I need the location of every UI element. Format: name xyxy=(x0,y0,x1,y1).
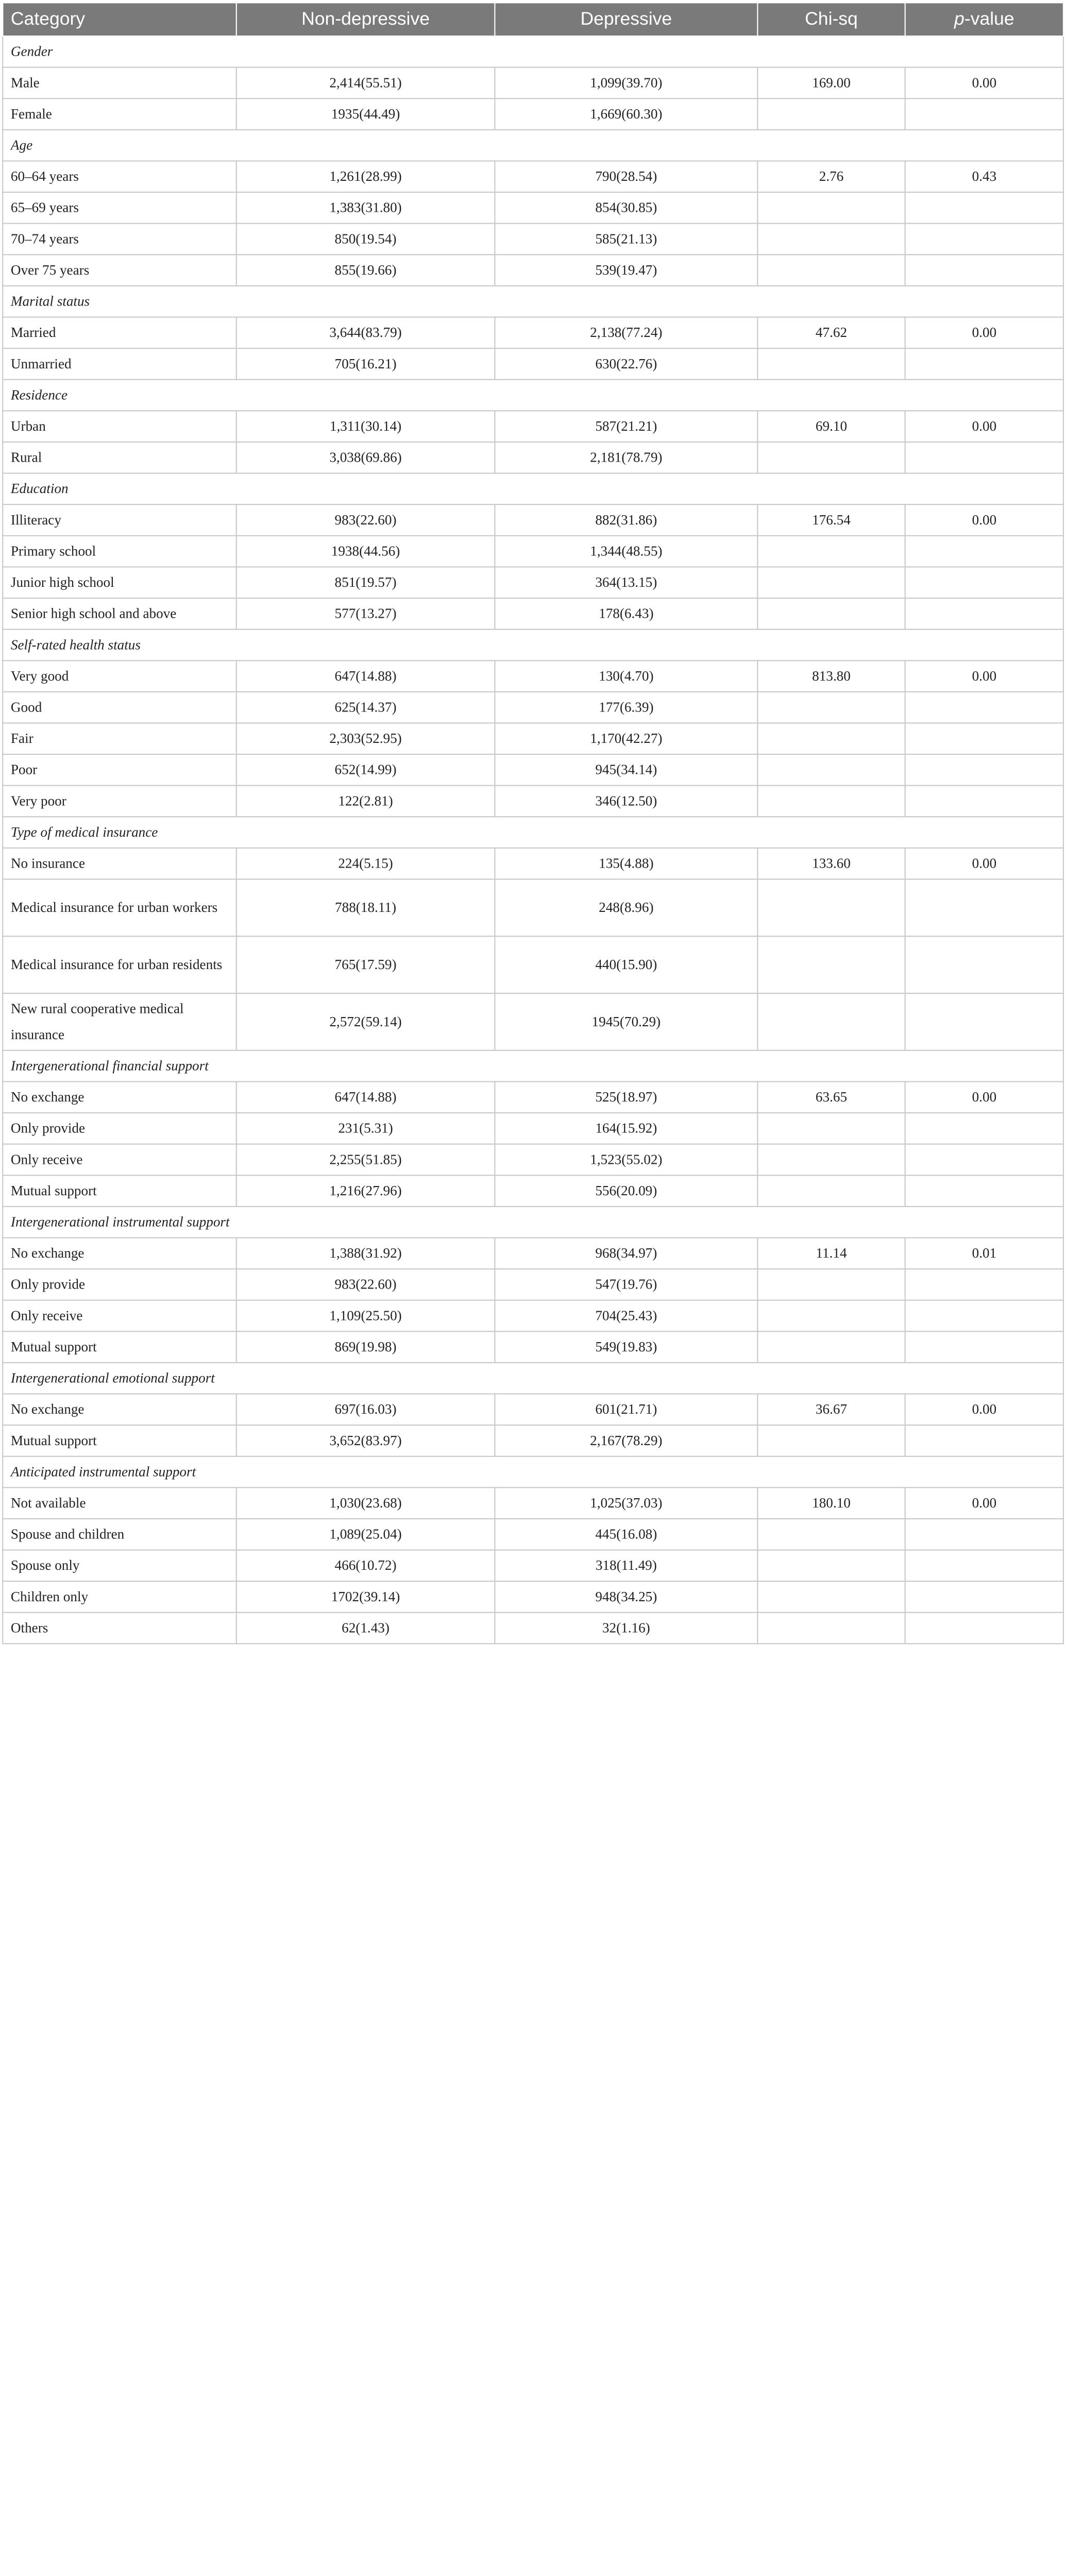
p-value-cell: 0.43 xyxy=(905,161,1063,192)
section-label: Residence xyxy=(3,380,1063,411)
table-row xyxy=(3,255,1063,286)
table-row xyxy=(3,936,1063,993)
depressive-cell: 1,099(39.70) xyxy=(495,67,757,99)
non-depressive-cell: 1,216(27.96) xyxy=(236,1175,495,1207)
non-depressive-cell: 2,303(52.95) xyxy=(236,723,495,754)
table-row xyxy=(3,161,1063,192)
table-row xyxy=(3,1175,1063,1207)
table-row xyxy=(3,536,1063,567)
depressive-cell: 2,167(78.29) xyxy=(495,1425,757,1456)
chi-sq-cell: 813.80 xyxy=(757,660,905,692)
table-row xyxy=(3,993,1063,1050)
p-value-cell: 0.00 xyxy=(905,411,1063,442)
non-depressive-cell: 1938(44.56) xyxy=(236,536,495,567)
table-row xyxy=(3,1300,1063,1332)
non-depressive-cell: 869(19.98) xyxy=(236,1331,495,1363)
p-value-cell xyxy=(905,1331,1063,1363)
chi-sq-cell xyxy=(757,1269,905,1300)
non-depressive-cell: 983(22.60) xyxy=(236,1269,495,1300)
row-label-cell: Urban xyxy=(3,411,236,442)
non-depressive-cell: 1,261(28.99) xyxy=(236,161,495,192)
row-label-cell: Senior high school and above xyxy=(3,598,236,630)
section-label: Age xyxy=(3,130,1063,161)
chi-sq-cell xyxy=(757,993,905,1050)
row-label-cell: Only provide xyxy=(3,1269,236,1300)
chi-sq-cell xyxy=(757,192,905,224)
depressive-cell: 1,523(55.02) xyxy=(495,1144,757,1176)
header-non-depressive: Non-depressive xyxy=(236,3,495,36)
row-label-cell: Married xyxy=(3,317,236,349)
header-value-suffix: -value xyxy=(964,8,1015,29)
table-row xyxy=(3,411,1063,442)
depressive-cell: 364(13.15) xyxy=(495,567,757,598)
p-value-cell: 0.00 xyxy=(905,317,1063,349)
non-depressive-cell: 3,652(83.97) xyxy=(236,1425,495,1456)
section-row xyxy=(3,817,1063,848)
p-value-cell xyxy=(905,567,1063,598)
chi-sq-cell: 69.10 xyxy=(757,411,905,442)
section-row xyxy=(3,380,1063,411)
chi-sq-cell: 2.76 xyxy=(757,161,905,192)
p-value-cell xyxy=(905,993,1063,1050)
chi-sq-cell xyxy=(757,1300,905,1332)
table-row xyxy=(3,67,1063,99)
table-row xyxy=(3,1487,1063,1519)
non-depressive-cell: 3,644(83.79) xyxy=(236,317,495,349)
depressive-cell: 1,344(48.55) xyxy=(495,536,757,567)
non-depressive-cell: 1935(44.49) xyxy=(236,98,495,130)
p-value-cell xyxy=(905,754,1063,786)
depressive-cell: 547(19.76) xyxy=(495,1269,757,1300)
non-depressive-cell: 122(2.81) xyxy=(236,786,495,817)
depressive-cell: 164(15.92) xyxy=(495,1113,757,1144)
row-label-cell: Only receive xyxy=(3,1300,236,1332)
table-row xyxy=(3,786,1063,817)
chi-sq-cell xyxy=(757,1144,905,1176)
non-depressive-cell: 1,109(25.50) xyxy=(236,1300,495,1332)
p-value-cell xyxy=(905,598,1063,630)
chi-sq-cell xyxy=(757,598,905,630)
table-row xyxy=(3,723,1063,754)
non-depressive-cell: 1,089(25.04) xyxy=(236,1519,495,1550)
section-label: Intergenerational emotional support xyxy=(3,1363,1063,1394)
chi-sq-cell xyxy=(757,692,905,723)
depressive-cell: 790(28.54) xyxy=(495,161,757,192)
p-value-cell: 0.00 xyxy=(905,504,1063,536)
row-label-cell: Fair xyxy=(3,723,236,754)
row-label-cell: Mutual support xyxy=(3,1331,236,1363)
depressive-cell: 32(1.16) xyxy=(495,1613,757,1644)
row-label-cell: Junior high school xyxy=(3,567,236,598)
p-value-cell: 0.00 xyxy=(905,848,1063,879)
depressive-cell: 945(34.14) xyxy=(495,754,757,786)
row-label-cell: Very good xyxy=(3,660,236,692)
chi-sq-cell xyxy=(757,224,905,255)
depressive-cell: 2,181(78.79) xyxy=(495,442,757,473)
p-value-cell xyxy=(905,442,1063,473)
p-value-cell xyxy=(905,1519,1063,1550)
row-label-cell: Not available xyxy=(3,1487,236,1519)
table-row xyxy=(3,348,1063,380)
table-row xyxy=(3,848,1063,879)
section-row xyxy=(3,286,1063,317)
table-row xyxy=(3,1425,1063,1456)
chi-sq-cell xyxy=(757,1331,905,1363)
row-label-cell: Only provide xyxy=(3,1113,236,1144)
non-depressive-cell: 855(19.66) xyxy=(236,255,495,286)
depressive-cell: 178(6.43) xyxy=(495,598,757,630)
section-row xyxy=(3,1363,1063,1394)
p-value-cell xyxy=(905,536,1063,567)
p-value-cell xyxy=(905,1175,1063,1207)
table-row xyxy=(3,224,1063,255)
section-row xyxy=(3,36,1063,67)
depressive-cell: 440(15.90) xyxy=(495,936,757,993)
chi-sq-cell: 180.10 xyxy=(757,1487,905,1519)
depressive-cell: 135(4.88) xyxy=(495,848,757,879)
table-row xyxy=(3,1331,1063,1363)
depressive-cell: 130(4.70) xyxy=(495,660,757,692)
chi-sq-cell xyxy=(757,1550,905,1582)
row-label-cell: Spouse only xyxy=(3,1550,236,1582)
chi-sq-cell: 11.14 xyxy=(757,1238,905,1269)
depressive-cell: 587(21.21) xyxy=(495,411,757,442)
depressive-cell: 968(34.97) xyxy=(495,1238,757,1269)
non-depressive-cell: 62(1.43) xyxy=(236,1613,495,1644)
table-row xyxy=(3,879,1063,936)
p-value-cell xyxy=(905,348,1063,380)
table-row xyxy=(3,692,1063,723)
row-label-cell: Mutual support xyxy=(3,1175,236,1207)
header-row xyxy=(3,3,1063,36)
chi-sq-cell xyxy=(757,1519,905,1550)
p-value-cell: 0.00 xyxy=(905,67,1063,99)
chi-sq-cell xyxy=(757,98,905,130)
depressive-cell: 445(16.08) xyxy=(495,1519,757,1550)
section-label: Gender xyxy=(3,36,1063,67)
depressive-cell: 556(20.09) xyxy=(495,1175,757,1207)
p-value-cell: 0.00 xyxy=(905,1081,1063,1113)
non-depressive-cell: 231(5.31) xyxy=(236,1113,495,1144)
depressive-cell: 704(25.43) xyxy=(495,1300,757,1332)
chi-sq-cell xyxy=(757,1581,905,1613)
section-label: Type of medical insurance xyxy=(3,817,1063,848)
non-depressive-cell: 625(14.37) xyxy=(236,692,495,723)
chi-sq-cell xyxy=(757,786,905,817)
row-label-cell: Poor xyxy=(3,754,236,786)
non-depressive-cell: 2,255(51.85) xyxy=(236,1144,495,1176)
non-depressive-cell: 3,038(69.86) xyxy=(236,442,495,473)
chi-sq-cell xyxy=(757,536,905,567)
table-row xyxy=(3,1550,1063,1582)
row-label-cell: Female xyxy=(3,98,236,130)
p-value-cell xyxy=(905,192,1063,224)
row-label-cell: Medical insurance for urban residents xyxy=(3,936,236,993)
table-row xyxy=(3,1394,1063,1426)
chi-sq-cell xyxy=(757,255,905,286)
row-label-cell: Only receive xyxy=(3,1144,236,1176)
p-value-cell: 0.00 xyxy=(905,660,1063,692)
table-row xyxy=(3,754,1063,786)
row-label-cell: No exchange xyxy=(3,1394,236,1426)
chi-sq-cell xyxy=(757,879,905,936)
non-depressive-cell: 647(14.88) xyxy=(236,660,495,692)
depressive-cell: 525(18.97) xyxy=(495,1081,757,1113)
table-row xyxy=(3,567,1063,598)
depressive-cell: 882(31.86) xyxy=(495,504,757,536)
depressive-cell: 318(11.49) xyxy=(495,1550,757,1582)
table-row xyxy=(3,1113,1063,1144)
table-row xyxy=(3,1581,1063,1613)
section-label: Intergenerational instrumental support xyxy=(3,1207,1063,1238)
section-row xyxy=(3,473,1063,505)
row-label-cell: New rural cooperative medical insurance xyxy=(3,993,236,1050)
p-value-cell xyxy=(905,1425,1063,1456)
table-row xyxy=(3,504,1063,536)
depressive-cell: 1,669(60.30) xyxy=(495,98,757,130)
p-value-cell xyxy=(905,1550,1063,1582)
p-value-cell xyxy=(905,879,1063,936)
depressive-cell: 549(19.83) xyxy=(495,1331,757,1363)
chi-sq-cell xyxy=(757,723,905,754)
row-label-cell: 60–64 years xyxy=(3,161,236,192)
chi-sq-cell: 63.65 xyxy=(757,1081,905,1113)
section-row xyxy=(3,1456,1063,1488)
chi-sq-cell xyxy=(757,936,905,993)
p-value-cell xyxy=(905,786,1063,817)
header-p-letter: p xyxy=(954,8,965,29)
section-label: Anticipated instrumental support xyxy=(3,1456,1063,1488)
row-label-cell: Unmarried xyxy=(3,348,236,380)
depressive-cell: 585(21.13) xyxy=(495,224,757,255)
non-depressive-cell: 697(16.03) xyxy=(236,1394,495,1426)
table-row xyxy=(3,1144,1063,1176)
chi-sq-cell xyxy=(757,1613,905,1644)
row-label-cell: Medical insurance for urban workers xyxy=(3,879,236,936)
chi-sq-cell xyxy=(757,1425,905,1456)
row-label-cell: Primary school xyxy=(3,536,236,567)
header-chi-sq: Chi-sq xyxy=(757,3,905,36)
table-row xyxy=(3,98,1063,130)
table-row xyxy=(3,1613,1063,1644)
non-depressive-cell: 1,383(31.80) xyxy=(236,192,495,224)
data-table xyxy=(2,2,1064,1644)
table-row xyxy=(3,1269,1063,1300)
depressive-cell: 1,170(42.27) xyxy=(495,723,757,754)
chi-sq-cell: 36.67 xyxy=(757,1394,905,1426)
header-category: Category xyxy=(3,3,236,36)
depressive-cell: 248(8.96) xyxy=(495,879,757,936)
p-value-cell: 0.00 xyxy=(905,1394,1063,1426)
table-row xyxy=(3,317,1063,349)
chi-sq-cell xyxy=(757,1113,905,1144)
section-label: Education xyxy=(3,473,1063,505)
section-label: Marital status xyxy=(3,286,1063,317)
chi-sq-cell xyxy=(757,567,905,598)
p-value-cell: 0.01 xyxy=(905,1238,1063,1269)
non-depressive-cell: 577(13.27) xyxy=(236,598,495,630)
section-row xyxy=(3,630,1063,661)
non-depressive-cell: 851(19.57) xyxy=(236,567,495,598)
row-label-cell: Illiteracy xyxy=(3,504,236,536)
header-p-value xyxy=(905,3,1063,36)
depressive-cell: 630(22.76) xyxy=(495,348,757,380)
row-label-cell: Others xyxy=(3,1613,236,1644)
section-row xyxy=(3,1207,1063,1238)
table-body xyxy=(3,36,1063,1643)
table-row xyxy=(3,1238,1063,1269)
p-value-cell xyxy=(905,936,1063,993)
depressive-cell: 854(30.85) xyxy=(495,192,757,224)
row-label-cell: Mutual support xyxy=(3,1425,236,1456)
row-label-cell: Very poor xyxy=(3,786,236,817)
chi-sq-cell: 176.54 xyxy=(757,504,905,536)
non-depressive-cell: 224(5.15) xyxy=(236,848,495,879)
header-depressive: Depressive xyxy=(495,3,757,36)
non-depressive-cell: 466(10.72) xyxy=(236,1550,495,1582)
p-value-cell xyxy=(905,1613,1063,1644)
non-depressive-cell: 765(17.59) xyxy=(236,936,495,993)
row-label-cell: Rural xyxy=(3,442,236,473)
row-label-cell: Good xyxy=(3,692,236,723)
row-label-cell: 70–74 years xyxy=(3,224,236,255)
p-value-cell xyxy=(905,723,1063,754)
p-value-cell xyxy=(905,255,1063,286)
non-depressive-cell: 788(18.11) xyxy=(236,879,495,936)
chi-sq-cell xyxy=(757,348,905,380)
chi-sq-cell xyxy=(757,442,905,473)
table-row xyxy=(3,1519,1063,1550)
p-value-cell xyxy=(905,98,1063,130)
table-row xyxy=(3,660,1063,692)
non-depressive-cell: 652(14.99) xyxy=(236,754,495,786)
section-label: Intergenerational financial support xyxy=(3,1050,1063,1082)
p-value-cell: 0.00 xyxy=(905,1487,1063,1519)
chi-sq-cell: 169.00 xyxy=(757,67,905,99)
table-row xyxy=(3,598,1063,630)
non-depressive-cell: 983(22.60) xyxy=(236,504,495,536)
non-depressive-cell: 850(19.54) xyxy=(236,224,495,255)
row-label-cell: No exchange xyxy=(3,1238,236,1269)
row-label-cell: No exchange xyxy=(3,1081,236,1113)
row-label-cell: Over 75 years xyxy=(3,255,236,286)
chi-sq-cell xyxy=(757,1175,905,1207)
p-value-cell xyxy=(905,692,1063,723)
non-depressive-cell: 2,414(55.51) xyxy=(236,67,495,99)
section-row xyxy=(3,130,1063,161)
depressive-cell: 539(19.47) xyxy=(495,255,757,286)
section-label: Self-rated health status xyxy=(3,630,1063,661)
table-row xyxy=(3,192,1063,224)
non-depressive-cell: 1,388(31.92) xyxy=(236,1238,495,1269)
non-depressive-cell: 705(16.21) xyxy=(236,348,495,380)
p-value-cell xyxy=(905,1144,1063,1176)
p-value-cell xyxy=(905,1269,1063,1300)
row-label-cell: 65–69 years xyxy=(3,192,236,224)
non-depressive-cell: 2,572(59.14) xyxy=(236,993,495,1050)
section-row xyxy=(3,1050,1063,1082)
table-row xyxy=(3,442,1063,473)
non-depressive-cell: 647(14.88) xyxy=(236,1081,495,1113)
p-value-cell xyxy=(905,1113,1063,1144)
row-label-cell: Children only xyxy=(3,1581,236,1613)
non-depressive-cell: 1,311(30.14) xyxy=(236,411,495,442)
non-depressive-cell: 1,030(23.68) xyxy=(236,1487,495,1519)
p-value-cell xyxy=(905,1300,1063,1332)
depressive-cell: 948(34.25) xyxy=(495,1581,757,1613)
non-depressive-cell: 1702(39.14) xyxy=(236,1581,495,1613)
depressive-cell: 1945(70.29) xyxy=(495,993,757,1050)
table-row xyxy=(3,1081,1063,1113)
row-label-cell: Male xyxy=(3,67,236,99)
depressive-cell: 1,025(37.03) xyxy=(495,1487,757,1519)
depressive-cell: 346(12.50) xyxy=(495,786,757,817)
chi-sq-cell: 133.60 xyxy=(757,848,905,879)
chi-sq-cell xyxy=(757,754,905,786)
p-value-cell xyxy=(905,224,1063,255)
row-label-cell: No insurance xyxy=(3,848,236,879)
p-value-cell xyxy=(905,1581,1063,1613)
chi-sq-cell: 47.62 xyxy=(757,317,905,349)
depressive-cell: 177(6.39) xyxy=(495,692,757,723)
depressive-cell: 2,138(77.24) xyxy=(495,317,757,349)
row-label-cell: Spouse and children xyxy=(3,1519,236,1550)
depressive-cell: 601(21.71) xyxy=(495,1394,757,1426)
